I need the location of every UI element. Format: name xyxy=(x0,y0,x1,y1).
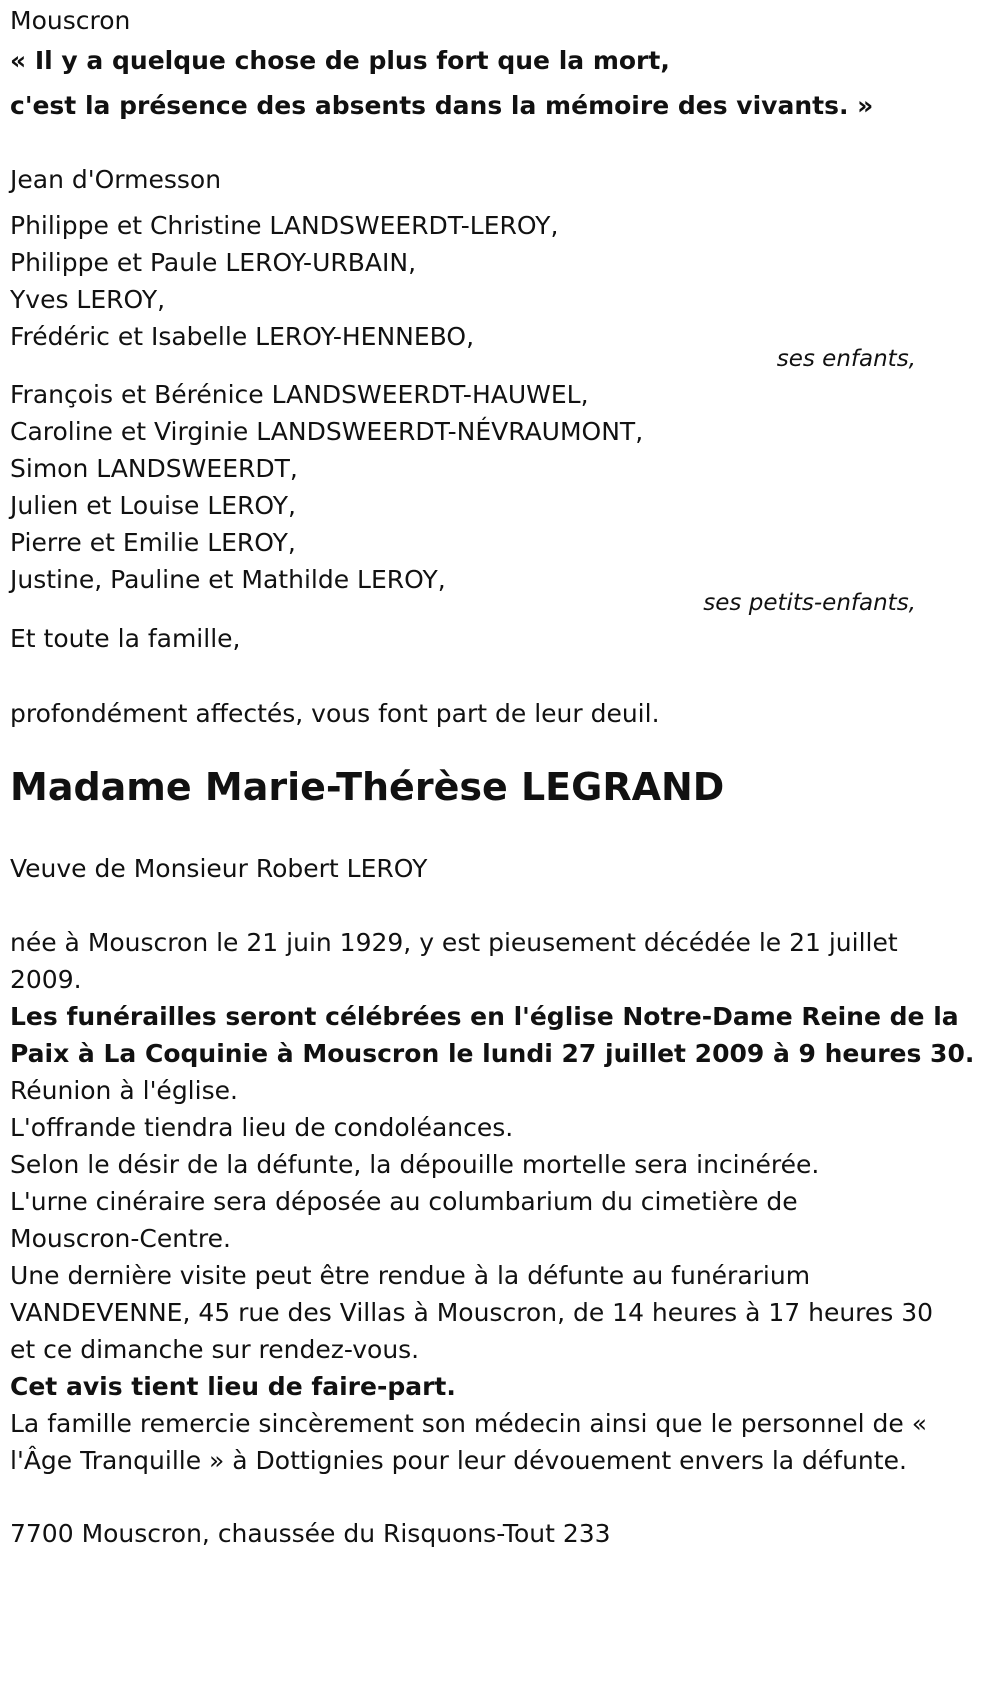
grandchild-name: Julien et Louise LEROY, xyxy=(10,491,296,520)
address-line: 7700 Mouscron, chaussée du Risquons-Tout 233 xyxy=(10,1519,611,1548)
birth-death-line-2: 2009. xyxy=(10,965,82,994)
offering-line: L'offrande tiendra lieu de condoléances. xyxy=(10,1113,514,1142)
birth-death-line-1: née à Mouscron le 21 juin 1929, y est pieusement décédée le 21 juillet xyxy=(10,928,898,957)
quote-line-2: c'est la présence des absents dans la mémoire des vivants. » xyxy=(10,91,874,120)
children-role: ses enfants, xyxy=(776,346,916,372)
grandchild-name: Simon LANDSWEERDT, xyxy=(10,454,298,483)
grandchild-name: Pierre et Emilie LEROY, xyxy=(10,528,296,557)
announcement: profondément affectés, vous font part de leur deuil. xyxy=(10,699,660,728)
thanks-line-1: La famille remercie sincèrement son médecin ainsi que le personnel de « xyxy=(10,1409,928,1438)
visit-line-2: VANDEVENNE, 45 rue des Villas à Mouscron, de 14 heures à 17 heures 30 xyxy=(10,1298,934,1327)
funeral-line-1: Les funérailles seront célébrées en l'église Notre-Dame Reine de la xyxy=(10,1002,959,1031)
quote-author: Jean d'Ormesson xyxy=(10,165,222,194)
notice-line: Cet avis tient lieu de faire-part. xyxy=(10,1372,456,1401)
child-name: Frédéric et Isabelle LEROY-HENNEBO, xyxy=(10,322,475,351)
funeral-line-2: Paix à La Coquinie à Mouscron le lundi 27 juillet 2009 à 9 heures 30. xyxy=(10,1039,975,1068)
quote-line-1: « Il y a quelque chose de plus fort que la mort, xyxy=(10,46,670,75)
child-name: Yves LEROY, xyxy=(10,285,166,314)
location: Mouscron xyxy=(10,6,131,35)
widow-of: Veuve de Monsieur Robert LEROY xyxy=(10,854,428,883)
visit-line-1: Une dernière visite peut être rendue à la défunte au funérarium xyxy=(10,1261,811,1290)
grandchildren-role: ses petits-enfants, xyxy=(703,590,916,616)
grandchild-name: François et Bérénice LANDSWEERDT-HAUWEL, xyxy=(10,380,589,409)
grandchild-name: Justine, Pauline et Mathilde LEROY, xyxy=(10,565,446,594)
thanks-line-2: l'Âge Tranquille » à Dottignies pour leur dévouement envers la défunte. xyxy=(10,1446,907,1475)
urn-line-2: Mouscron-Centre. xyxy=(10,1224,231,1253)
cremation-line: Selon le désir de la défunte, la dépouille mortelle sera incinérée. xyxy=(10,1150,820,1179)
meeting-line: Réunion à l'église. xyxy=(10,1076,238,1105)
visit-line-3: et ce dimanche sur rendez-vous. xyxy=(10,1335,420,1364)
urn-line-1: L'urne cinéraire sera déposée au columbarium du cimetière de xyxy=(10,1187,798,1216)
deceased-name: Madame Marie-Thérèse LEGRAND xyxy=(10,765,725,809)
child-name: Philippe et Christine LANDSWEERDT-LEROY, xyxy=(10,211,559,240)
grandchild-name: Caroline et Virginie LANDSWEERDT-NÉVRAUMONT, xyxy=(10,417,644,446)
child-name: Philippe et Paule LEROY-URBAIN, xyxy=(10,248,417,277)
family-line: Et toute la famille, xyxy=(10,624,241,653)
